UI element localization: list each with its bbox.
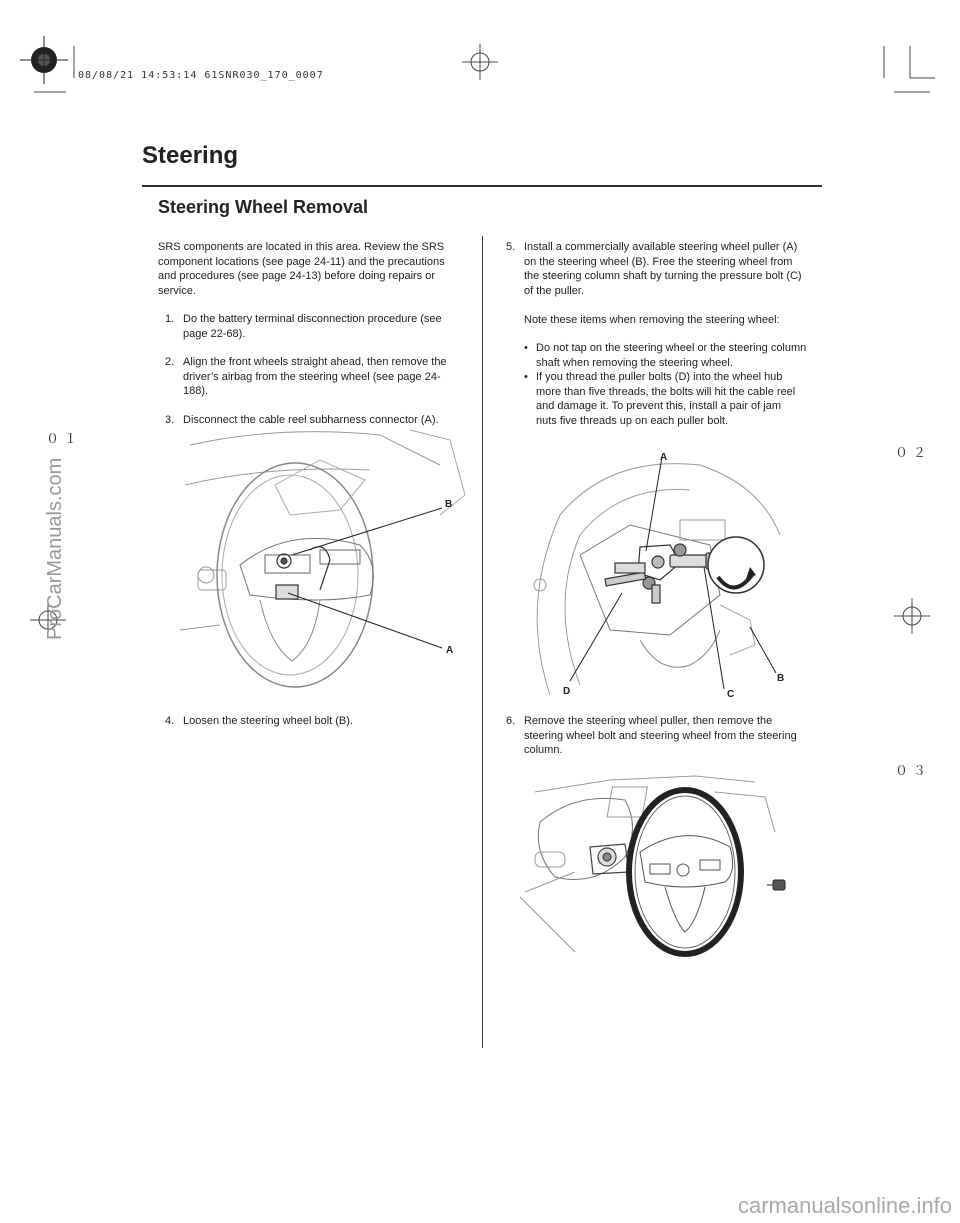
fig2-label-c: C xyxy=(727,689,735,700)
step-2-text: Align the front wheels straight ahead, then remove the driver’s airbag from the steering wheel (see page 24-188). xyxy=(183,356,447,398)
left-steps xyxy=(165,312,470,428)
margin-mark-02: ０２ xyxy=(895,446,932,461)
fig1-label-a: A xyxy=(446,645,454,656)
step-3-num: 3. xyxy=(165,413,175,426)
margin-mark-03: ０３ xyxy=(895,764,932,779)
margin-mark-01: ０１ xyxy=(46,432,83,447)
figure-puller xyxy=(520,455,810,695)
step-6-num: 6. xyxy=(506,715,516,727)
header-rule xyxy=(142,185,822,187)
side-watermark: ProCarManuals.com xyxy=(44,457,66,640)
step-6 xyxy=(506,714,806,758)
fig2-label-a: A xyxy=(660,452,668,463)
removal-note: Note these items when removing the steering wheel: xyxy=(524,314,780,326)
bullet-2-dot: • xyxy=(524,371,528,384)
section-title: Steering Wheel Removal xyxy=(158,197,369,217)
leader-a xyxy=(288,593,442,648)
leader-a xyxy=(646,457,662,551)
bullet-1-dot: • xyxy=(524,342,528,354)
fig2-label-b: B xyxy=(777,673,785,684)
step-5-text: Install a commercially available steering wheel puller (A) on the steering wheel (B). Free the steering wheel from the steering column shaft by turning the pressure bolt (C) of the puller. xyxy=(524,241,802,297)
fig1-label-b: B xyxy=(445,499,453,510)
bullet-1 xyxy=(524,341,814,370)
fig2-label-d: D xyxy=(563,686,571,697)
print-timestamp: 08/08/21 14:53:14 61SNR030_170_0007 xyxy=(78,70,324,81)
step-5 xyxy=(506,240,811,298)
srs-intro: SRS components are located in this area. Review the SRS component locations (see page 24-11) and the precautions and procedures (see page 24-13) before doing repairs or service. xyxy=(158,241,445,297)
step-1 xyxy=(165,312,470,341)
page-title: Steering xyxy=(142,142,239,169)
bullet-2 xyxy=(524,370,814,428)
bullet-1-text: Do not tap on the steering wheel or the steering column shaft when removing the steering wheel. xyxy=(536,342,807,369)
figure-wheel-removal xyxy=(515,772,800,962)
leader-b xyxy=(750,627,776,673)
step-1-text: Do the battery terminal disconnection procedure (see page 22-68). xyxy=(183,313,442,340)
step-2-num: 2. xyxy=(165,356,175,369)
step-4 xyxy=(165,714,465,729)
step-1-num: 1. xyxy=(165,313,175,325)
figure-connector-bolt xyxy=(180,425,480,705)
column-divider xyxy=(482,236,483,1048)
step-4-text: Loosen the steering wheel bolt (B). xyxy=(183,715,353,727)
note-bullets xyxy=(524,341,814,429)
step-4-num: 4. xyxy=(165,715,175,727)
step-2 xyxy=(165,355,470,399)
step-5-num: 5. xyxy=(506,241,516,253)
footer-watermark: carmanualsonline.info xyxy=(737,1193,952,1218)
leader-b xyxy=(292,508,442,555)
step-3-text: Disconnect the cable reel subharness connector (A). xyxy=(183,413,439,426)
leader-d xyxy=(570,593,622,681)
bullet-2-text: If you thread the puller bolts (D) into the wheel hub more than five threads, the bolts will hit the cable reel and damage it. To prevent this, install a pair of jam nuts five threads up on each puller bolt. xyxy=(536,371,796,427)
step-6-text: Remove the steering wheel puller, then remove the steering wheel bolt and steering wheel from the steering column. xyxy=(524,715,797,757)
